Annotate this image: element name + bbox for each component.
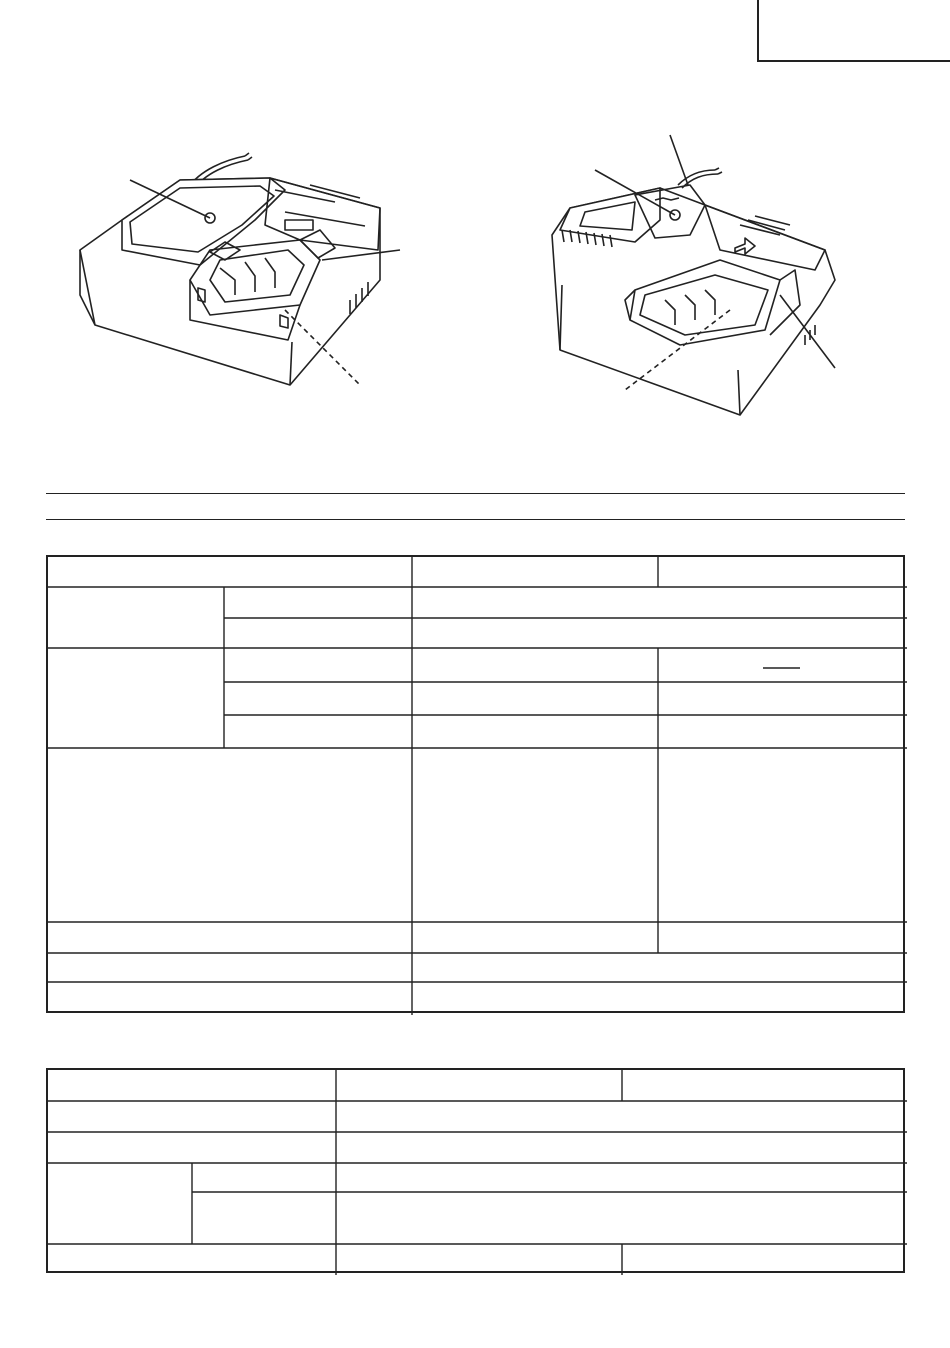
spec-table-2 xyxy=(46,1068,905,1273)
charger-illustration-right xyxy=(540,130,850,430)
language-tab-box xyxy=(757,0,950,62)
spec-table-1 xyxy=(46,555,905,1013)
section-rule-top xyxy=(46,493,905,494)
section-rule-bottom xyxy=(46,519,905,520)
charger-illustration-left xyxy=(60,130,420,400)
